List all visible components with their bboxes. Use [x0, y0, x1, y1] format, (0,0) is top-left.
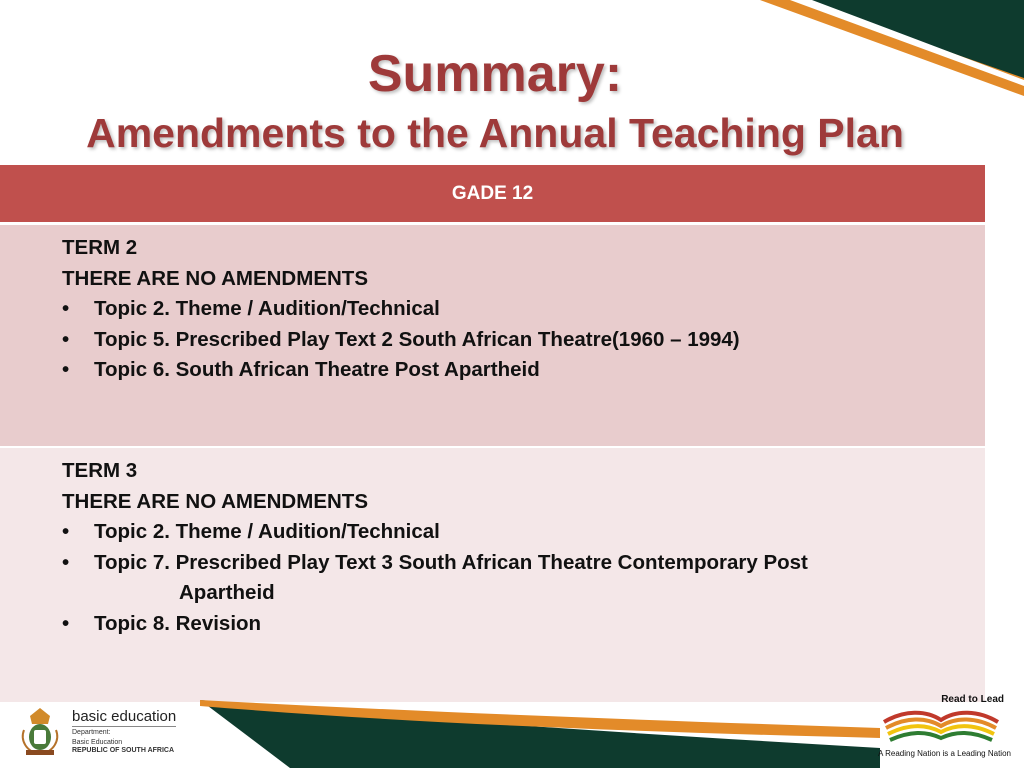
term2-heading: TERM 2: [62, 236, 138, 259]
logo-name: basic education: [72, 708, 177, 725]
term3-note: THERE ARE NO AMENDMENTS: [62, 489, 368, 513]
table-header-grade: GADE 12: [0, 165, 985, 225]
slide-title: Summary:: [367, 45, 623, 103]
logo-dept-line1: Department:: [72, 729, 111, 736]
list-item: • Topic 2. Theme / Audition/Technical: [62, 294, 985, 325]
term3-row: [0, 448, 985, 704]
open-book-icon: [880, 704, 1002, 742]
logo-country: REPUBLIC OF SOUTH AFRICA: [72, 747, 175, 754]
term2-topic-list: [62, 294, 985, 386]
read-to-lead-tagline: A Reading Nation is a Leading Nation: [878, 749, 1011, 758]
read-to-lead-logo: [878, 694, 1010, 758]
term3-heading: TERM 3: [62, 459, 138, 482]
logo-dept-line2: Basic Education: [72, 739, 123, 746]
topic-text: Topic 7. Prescribed Play Text 3 South African Theatre Contemporary Post: [94, 550, 808, 574]
list-item: [62, 548, 985, 609]
amendments-table: [0, 165, 985, 704]
list-item: [62, 609, 985, 640]
topic-continuation: Apartheid: [179, 581, 275, 604]
term2-note: THERE ARE NO AMENDMENTS: [62, 266, 368, 290]
topic-text: Topic 8. Revision: [94, 611, 262, 635]
coat-of-arms-icon: [18, 704, 62, 758]
slide-subtitle: Amendments to the Annual Teaching Plan: [86, 110, 904, 156]
topic-text: Topic 2. Theme / Audition/Technical: [94, 520, 440, 543]
term3-topic-list: [62, 517, 985, 639]
term2-row: [0, 225, 985, 448]
list-item: [62, 517, 985, 548]
read-to-lead-title: Read to Lead: [941, 694, 1004, 705]
basic-education-logo: [18, 702, 198, 760]
basic-education-text: [72, 708, 176, 754]
list-item: • Topic 6. South African Theatre Post Apartheid: [62, 355, 985, 386]
list-item: • Topic 5. Prescribed Play Text 2 South African Theatre(1960 – 1994): [62, 325, 985, 356]
